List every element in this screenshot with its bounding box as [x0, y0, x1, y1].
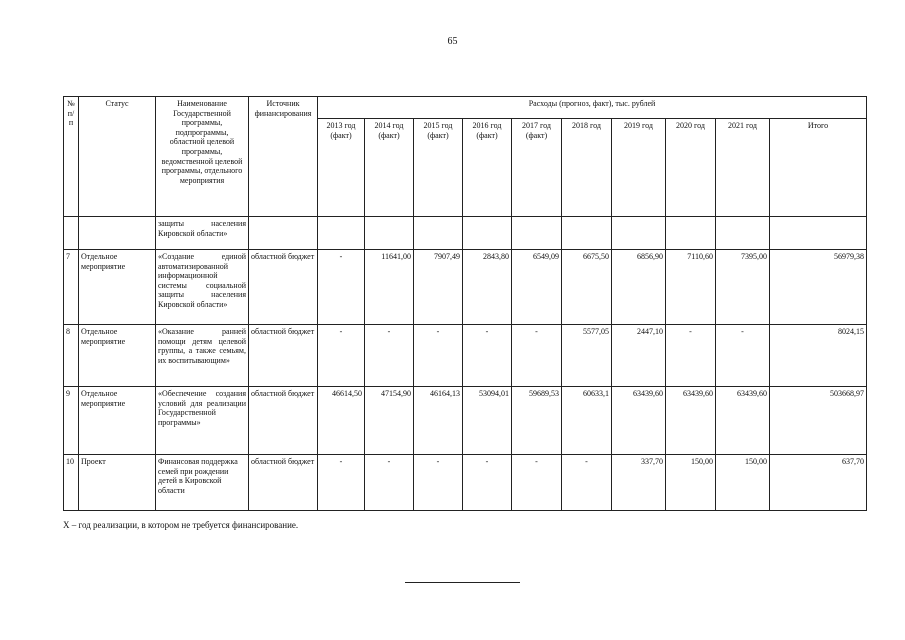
- cell-value: -: [666, 325, 716, 387]
- header-status: Статус: [79, 97, 156, 217]
- cell-value: -: [463, 455, 512, 511]
- table-row: [64, 455, 867, 511]
- row-status: Отдельное мероприятие: [79, 325, 156, 387]
- cell-value: 59689,53: [512, 387, 562, 455]
- header-year: 2019 год: [612, 119, 666, 217]
- cell-total: 8024,15: [770, 325, 867, 387]
- cell-value: -: [318, 455, 365, 511]
- header-year: 2014 год (факт): [365, 119, 414, 217]
- header-year: 2017 год (факт): [512, 119, 562, 217]
- row-name: «Оказание ранней помощи детям целевой группы, а также семьям, их воспитывающим»: [156, 325, 249, 387]
- row-name: Финансовая поддержка семей при рождении детей в Кировской области: [156, 455, 249, 511]
- page-number: 65: [447, 36, 458, 47]
- cell-value: -: [414, 455, 463, 511]
- cell-value: 150,00: [666, 455, 716, 511]
- table-row: [64, 325, 867, 387]
- header-year: 2018 год: [562, 119, 612, 217]
- cell-value: -: [512, 325, 562, 387]
- header-year: 2016 год (факт): [463, 119, 512, 217]
- cell-value: 5577,05: [562, 325, 612, 387]
- cell-value: -: [365, 455, 414, 511]
- header-total: Итого: [770, 119, 867, 217]
- row-source: областной бюджет: [249, 455, 318, 511]
- cell-total: 56979,38: [770, 250, 867, 325]
- cell-value: -: [716, 325, 770, 387]
- cell-value: -: [463, 325, 512, 387]
- budget-table: [63, 96, 867, 511]
- cell-value: 63439,60: [612, 387, 666, 455]
- cell-value: -: [512, 455, 562, 511]
- row-source: областной бюджет: [249, 387, 318, 455]
- row-number: 9: [64, 387, 79, 455]
- table-row-continuation: [64, 217, 867, 250]
- cell-value: 7110,60: [666, 250, 716, 325]
- cell-value: 2843,80: [463, 250, 512, 325]
- footnote: Х – год реализации, в котором не требуется финансирование.: [63, 520, 299, 530]
- cell-value: -: [365, 325, 414, 387]
- table-row: [64, 387, 867, 455]
- cell-value: -: [414, 325, 463, 387]
- row-source: областной бюджет: [249, 325, 318, 387]
- cell-value: -: [318, 325, 365, 387]
- cell-value: 63439,60: [666, 387, 716, 455]
- header-source: Источник финансирования: [249, 97, 318, 217]
- header-expenses: Расходы (прогноз, факт), тыс. рублей: [318, 97, 867, 119]
- cell-value: 337,70: [612, 455, 666, 511]
- cell-value: 46614,50: [318, 387, 365, 455]
- row-name: «Создание единой автоматизированной информационной системы социальной защиты населения Кировской области»: [156, 250, 249, 325]
- header-number: № п/п: [64, 97, 79, 217]
- cell-value: 150,00: [716, 455, 770, 511]
- cell-value: 2447,10: [612, 325, 666, 387]
- cell-value: -: [562, 455, 612, 511]
- row-name: «Обеспечение создания условий для реализации Государственной программы»: [156, 387, 249, 455]
- header-year: 2015 год (факт): [414, 119, 463, 217]
- cell-value: 7395,00: [716, 250, 770, 325]
- cell-value: 6675,50: [562, 250, 612, 325]
- cell-value: 6856,90: [612, 250, 666, 325]
- row-status: Проект: [79, 455, 156, 511]
- cell-value: 47154,90: [365, 387, 414, 455]
- continuation-text: защиты населения Кировской области»: [156, 217, 249, 250]
- cell-value: 60633,1: [562, 387, 612, 455]
- cell-value: 6549,09: [512, 250, 562, 325]
- row-source: областной бюджет: [249, 250, 318, 325]
- cell-total: 637,70: [770, 455, 867, 511]
- cell-value: 7907,49: [414, 250, 463, 325]
- row-number: 8: [64, 325, 79, 387]
- header-year: 2013 год (факт): [318, 119, 365, 217]
- cell-value: 11641,00: [365, 250, 414, 325]
- cell-value: 46164,13: [414, 387, 463, 455]
- row-number: 10: [64, 455, 79, 511]
- row-status: Отдельное мероприятие: [79, 387, 156, 455]
- cell-value: 53094,01: [463, 387, 512, 455]
- cell-value: 63439,60: [716, 387, 770, 455]
- header-year: 2020 год: [666, 119, 716, 217]
- row-status: Отдельное мероприятие: [79, 250, 156, 325]
- cell-total: 503668,97: [770, 387, 867, 455]
- row-number: 7: [64, 250, 79, 325]
- cell-value: -: [318, 250, 365, 325]
- table-row: [64, 250, 867, 325]
- signature-line: [405, 582, 520, 583]
- header-year: 2021 год: [716, 119, 770, 217]
- header-name: Наименование Государственной программы, подпрограммы, областной целевой программы, ведомственной целевой программы, отдельного мероприятия: [156, 97, 249, 217]
